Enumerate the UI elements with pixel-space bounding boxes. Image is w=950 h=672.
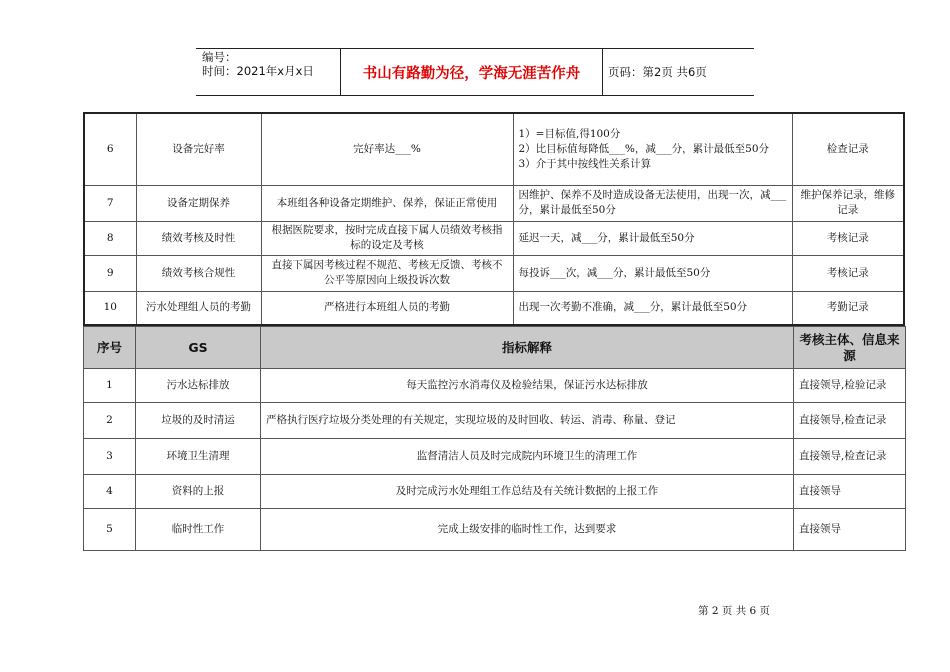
row-standard: 严格进行本班组人员的考勤 xyxy=(261,291,513,325)
row-description: 严格执行医疗垃圾分类处理的有关规定，实现垃圾的及时回收、转运、消毒、称量、登记 xyxy=(261,403,794,439)
row-scoring: 因维护、保养不及时造成设备无法使用，出现一次，减___分，累计最低至50分 xyxy=(513,185,792,221)
row-scoring: 出现一次考勤不准确，减___分，累计最低至50分 xyxy=(513,291,792,325)
row-scoring: 每投诉___次，减___分，累计最低至50分 xyxy=(513,255,792,291)
row-number: 9 xyxy=(84,255,136,291)
table-row xyxy=(84,475,906,509)
table-row xyxy=(84,439,906,475)
row-number: 8 xyxy=(84,221,136,255)
row-source: 直接领导,检查记录 xyxy=(794,403,906,439)
table-row xyxy=(84,403,906,439)
row-number: 10 xyxy=(84,291,136,325)
row-standard: 根据医院要求，按时完成直接下属人员绩效考核指标的设定及考核 xyxy=(261,221,513,255)
column-header: 序号 xyxy=(84,327,136,369)
column-header: GS xyxy=(136,327,261,369)
row-description: 每天监控污水消毒仪及检验结果，保证污水达标排放 xyxy=(261,369,794,403)
row-standard: 完好率达___% xyxy=(261,113,513,185)
page-info: 页码：第2页 共6页 xyxy=(608,65,707,79)
row-number: 1 xyxy=(84,369,136,403)
row-scoring xyxy=(513,113,792,185)
row-number: 4 xyxy=(84,475,136,509)
header-meta xyxy=(202,50,314,78)
row-source: 考核记录 xyxy=(792,255,904,291)
row-item: 绩效考核及时性 xyxy=(136,221,261,255)
row-scoring: 延迟一天，减___分，累计最低至50分 xyxy=(513,221,792,255)
table-row xyxy=(84,291,904,325)
table-row xyxy=(84,113,904,185)
row-source: 检查记录 xyxy=(792,113,904,185)
row-source: 直接领导,检验记录 xyxy=(794,369,906,403)
row-item: 污水处理组人员的考勤 xyxy=(136,291,261,325)
row-item: 环境卫生清理 xyxy=(136,439,261,475)
row-item: 绩效考核合规性 xyxy=(136,255,261,291)
motto: 书山有路勤为径，学海无涯苦作舟 xyxy=(362,65,581,82)
row-source: 直接领导 xyxy=(794,509,906,551)
row-item: 垃圾的及时清运 xyxy=(136,403,261,439)
row-item: 设备定期保养 xyxy=(136,185,261,221)
row-item: 设备完好率 xyxy=(136,113,261,185)
row-source: 考勤记录 xyxy=(792,291,904,325)
scoring-line: 1）=目标值,得100分 xyxy=(518,127,621,140)
row-number: 7 xyxy=(84,185,136,221)
row-source: 维护保养记录，维修记录 xyxy=(792,185,904,221)
time-label: 时间：2021年x月x日 xyxy=(202,64,314,78)
row-source: 考核记录 xyxy=(792,221,904,255)
gs-table xyxy=(83,326,906,551)
row-number: 5 xyxy=(84,509,136,551)
row-number: 3 xyxy=(84,439,136,475)
table-row xyxy=(84,255,904,291)
row-item: 资料的上报 xyxy=(136,475,261,509)
row-description: 完成上级安排的临时性工作，达到要求 xyxy=(261,509,794,551)
page-footer: 第 2 页 共 6 页 xyxy=(698,605,771,617)
table-row xyxy=(84,509,906,551)
table-header-row xyxy=(84,327,906,369)
table-row xyxy=(84,185,904,221)
row-source: 直接领导 xyxy=(794,475,906,509)
row-standard: 本班组各种设备定期维护、保养，保证正常使用 xyxy=(261,185,513,221)
kpi-table xyxy=(83,112,905,326)
number-label: 编号： xyxy=(202,50,237,64)
row-source: 直接领导,检查记录 xyxy=(794,439,906,475)
column-header: 指标解释 xyxy=(261,327,794,369)
row-item: 临时性工作 xyxy=(136,509,261,551)
row-item: 污水达标排放 xyxy=(136,369,261,403)
row-standard: 直接下属因考核过程不规范、考核无反馈、考核不公平等原因向上级投诉次数 xyxy=(261,255,513,291)
table-row xyxy=(84,369,906,403)
header-divider xyxy=(602,48,603,96)
column-header: 考核主体、信息来源 xyxy=(794,327,906,369)
scoring-line: 2）比目标值每降低___%，减___分，累计最低至50分 xyxy=(518,142,770,155)
row-description: 及时完成污水处理组工作总结及有关统计数据的上报工作 xyxy=(261,475,794,509)
scoring-line: 3）介于其中按线性关系计算 xyxy=(518,157,652,170)
page-header xyxy=(196,48,754,96)
row-number: 2 xyxy=(84,403,136,439)
table-row xyxy=(84,221,904,255)
row-description: 监督清洁人员及时完成院内环境卫生的清理工作 xyxy=(261,439,794,475)
row-number: 6 xyxy=(84,113,136,185)
